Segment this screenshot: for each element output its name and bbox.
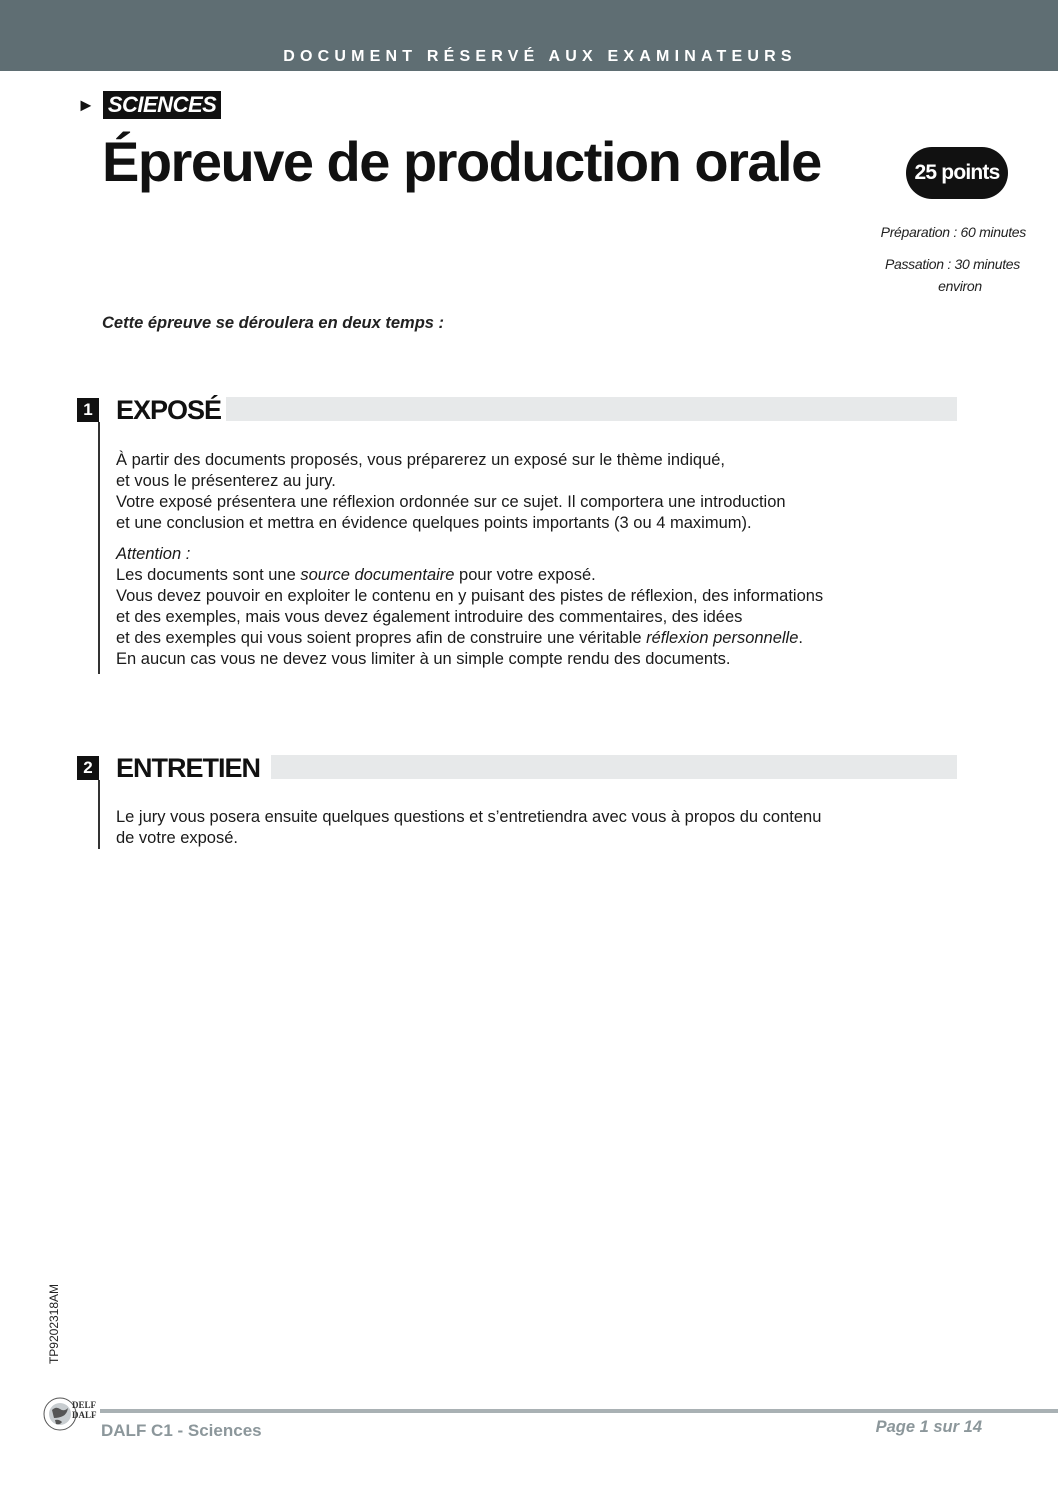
play-arrow-icon: ► [77,95,95,115]
body-line: Votre exposé présentera une réflexion ordonnée sur ce sujet. Il comportera une introduction [116,493,786,511]
subject-label: SCIENCES [103,91,221,119]
document-code: TP9202318AM [47,1283,61,1364]
subject-tag [77,91,221,119]
logo-text-top: DELF [72,1400,97,1410]
passation-environ: environ [938,278,982,294]
passation-time: Passation : 30 minutes [884,256,1020,272]
body-line: Le jury vous posera ensuite quelques questions et s’entretiendra avec vous à propos du contenu [116,808,822,826]
body-line: À partir des documents proposés, vous préparerez un exposé sur le thème indiqué, [116,451,726,469]
header-band [0,0,1058,71]
preparation-time: Préparation : 60 minutes [880,224,1026,240]
body-line: Les documents sont une source documentaire pour votre exposé. [116,566,596,584]
body-line: et des exemples, mais vous devez également introduire des commentaires, des idées [116,608,743,626]
body-line: Vous devez pouvoir en exploiter le contenu en y puisant des pistes de réflexion, des informations [116,587,824,605]
points-badge: 25 points [906,147,1008,199]
emphasis-text: réflexion personnelle [646,629,799,647]
body-line: En aucun cas vous ne devez vous limiter à un simple compte rendu des documents. [116,650,731,668]
emphasis-text: source documentaire [300,566,455,584]
page-title: Épreuve de production orale [102,130,821,193]
header-band-text: DOCUMENT RÉSERVÉ AUX EXAMINATEURS [283,48,797,65]
section-bar-1 [226,397,957,421]
section-number-1: 1 [77,398,99,422]
attention-label: Attention : [116,545,191,563]
body-line: et des exemples qui vous soient propres afin de construire une véritable réflexion personnelle. [116,629,803,647]
section-body-expose [116,450,823,670]
body-line: et vous le présenterez au jury. [116,472,336,490]
body-line: et une conclusion et mettra en évidence quelques points importants (3 ou 4 maximum). [116,514,752,532]
footer-rule [100,1409,1058,1413]
section-body-entretien [116,807,821,849]
section-bar-2 [271,755,957,779]
section-number-2: 2 [77,756,99,780]
section-rule-2 [98,780,100,849]
page-number: Page 1 sur 14 [875,1418,982,1436]
delf-dalf-logo-icon [38,1392,96,1436]
section-rule-1 [98,422,100,674]
logo-text-bottom: DALF [72,1410,97,1420]
section-title-expose: EXPOSÉ [116,395,222,425]
intro-text: Cette épreuve se déroulera en deux temps : [102,314,445,332]
section-title-entretien: ENTRETIEN [116,753,261,783]
footer-title: DALF C1 - Sciences [101,1421,262,1440]
body-line: de votre exposé. [116,829,238,847]
